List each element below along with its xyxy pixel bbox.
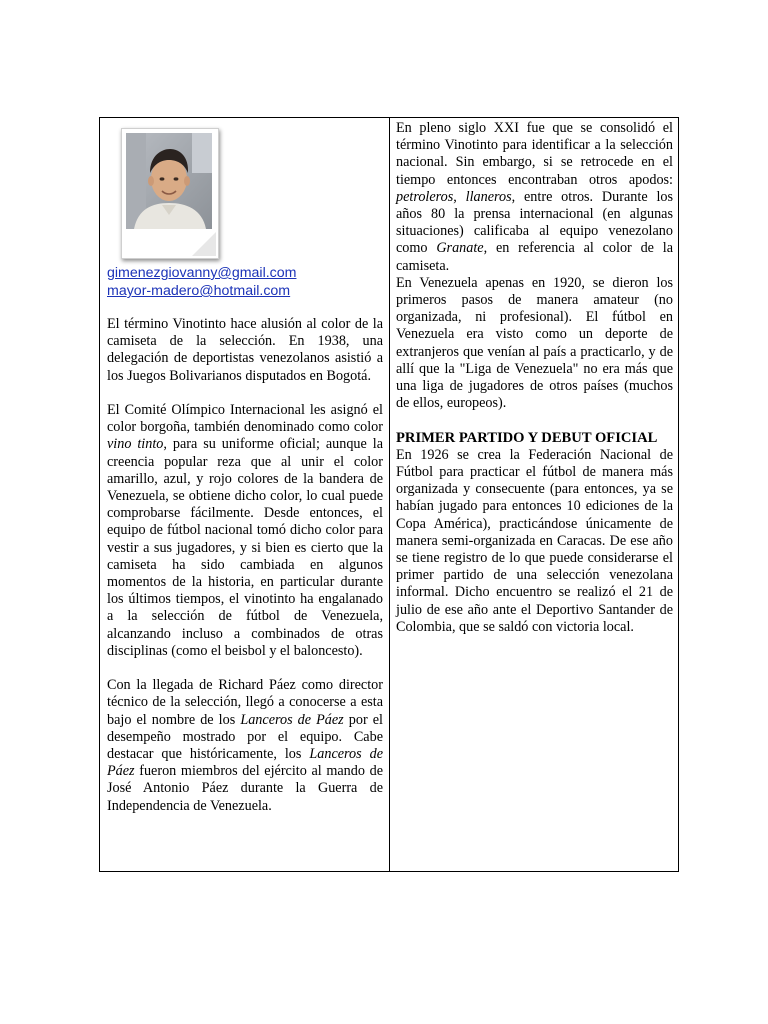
text-run: , entre otros. Durante los años 80 la prensa internacional (en algunas situaciones) calificaba al equipo venezolano como — [396, 188, 674, 257]
paragraph-21st-century — [396, 120, 673, 275]
text-run: , — [453, 188, 466, 205]
italic-text: Granate — [436, 240, 484, 257]
left-text-body — [107, 316, 383, 815]
italic-text: petroleros — [396, 188, 454, 205]
paragraph-first-match: En 1926 se crea la Federación Nacional de Fútbol para practicar el fútbol de manera más organizada y consecuente (para entonces, ya se habían jugado para entonces 10 ediciones de la Copa América), practicándose únicamente de manera semi-organizada en Caracas. De ese año se tiene registro de lo que puede considerarse el primer partido de una selección venezolana informal. Dicho encuentro se realizó el 21 de julio de ese año ante el Deportivo Santander de Colombia, que se saldó con victoria local. — [396, 446, 673, 635]
right-column — [390, 118, 679, 636]
photo-frame — [121, 128, 219, 259]
italic-text: Lanceros de Páez — [240, 711, 344, 728]
paragraph-lanceros — [107, 677, 383, 815]
document-table — [99, 117, 679, 872]
paragraph-vinotinto-origin: El término Vinotinto hace alusión al color de la camiseta de la selección. En 1938, una delegación de deportistas venezolanos asistió a los Juegos Bolivarianos disputados en Bogotá. — [107, 316, 383, 384]
person-photo-icon — [122, 129, 216, 256]
section-heading: PRIMER PARTIDO Y DEBUT OFICIAL — [396, 429, 658, 446]
email-link-hotmail[interactable]: mayor-madero@hotmail.com — [107, 283, 291, 299]
italic-text: vino tinto — [107, 436, 164, 453]
text-run: por el desempeño mostrado por el equipo. Cabe destacar que históricamente, los — [107, 711, 383, 763]
text-run: El Comité Olímpico Internacional les asignó el color borgoña, también denominado como color — [107, 402, 383, 436]
text-run: fueron miembros del ejército al mando de José Antonio Páez durante la Guerra de Independencia de Venezuela. — [107, 763, 383, 814]
paragraph-olympic-committee — [107, 402, 383, 660]
paragraph-1920-amateur: En Venezuela apenas en 1920, se dieron los primeros pasos de manera amateur (no organizada, ni profesional). El fútbol en Venezuela era visto como un deporte de extranjeros que venían al país a practicarlo, y de allí que la "Liga de Venezuela" no era más que una liga de jugadores de otros países (muchos de ellos, europeos). — [396, 274, 673, 412]
email-link-gmail[interactable]: gimenezgiovanny@gmail.com — [107, 265, 297, 281]
profile-photo — [115, 124, 222, 261]
text-run: En pleno siglo XXI fue que se consolidó el término Vinotinto para identificar a la selección nacional. Sin embargo, si se retrocede en el tiempo entonces encontraban otros apodos: — [396, 120, 673, 188]
italic-text: llaneros — [465, 188, 512, 205]
italic-text: Lanceros de Páez — [107, 746, 383, 780]
text-run: Con la llegada de Richard Páez como director técnico de la selección, llegó a conocerse a esta bajo el nombre de los — [107, 677, 383, 728]
email-links — [107, 264, 296, 300]
text-run: , para su uniforme oficial; aunque la creencia popular reza que al unir el color amarillo, azul, y rojo colores de la bandera de Venezuela, se obtiene dicho color, lo cual puede comprobarse fácilmente. Desde entonces, el equipo de fútbol nacional tomó dicho color para vestir a sus jugadores, y si bien es cierto que la camiseta ha sido cambiada en algunos momentos de la historia, en particular durante los últimos tiempos, el vinotinto ha engalanado a la selección de fútbol de Venezuela, alcanzando incluso a combinados de otras disciplinas (como el beisbol y el baloncesto). — [107, 436, 383, 659]
text-run: , en referencia al color de la camiseta. — [396, 240, 673, 274]
